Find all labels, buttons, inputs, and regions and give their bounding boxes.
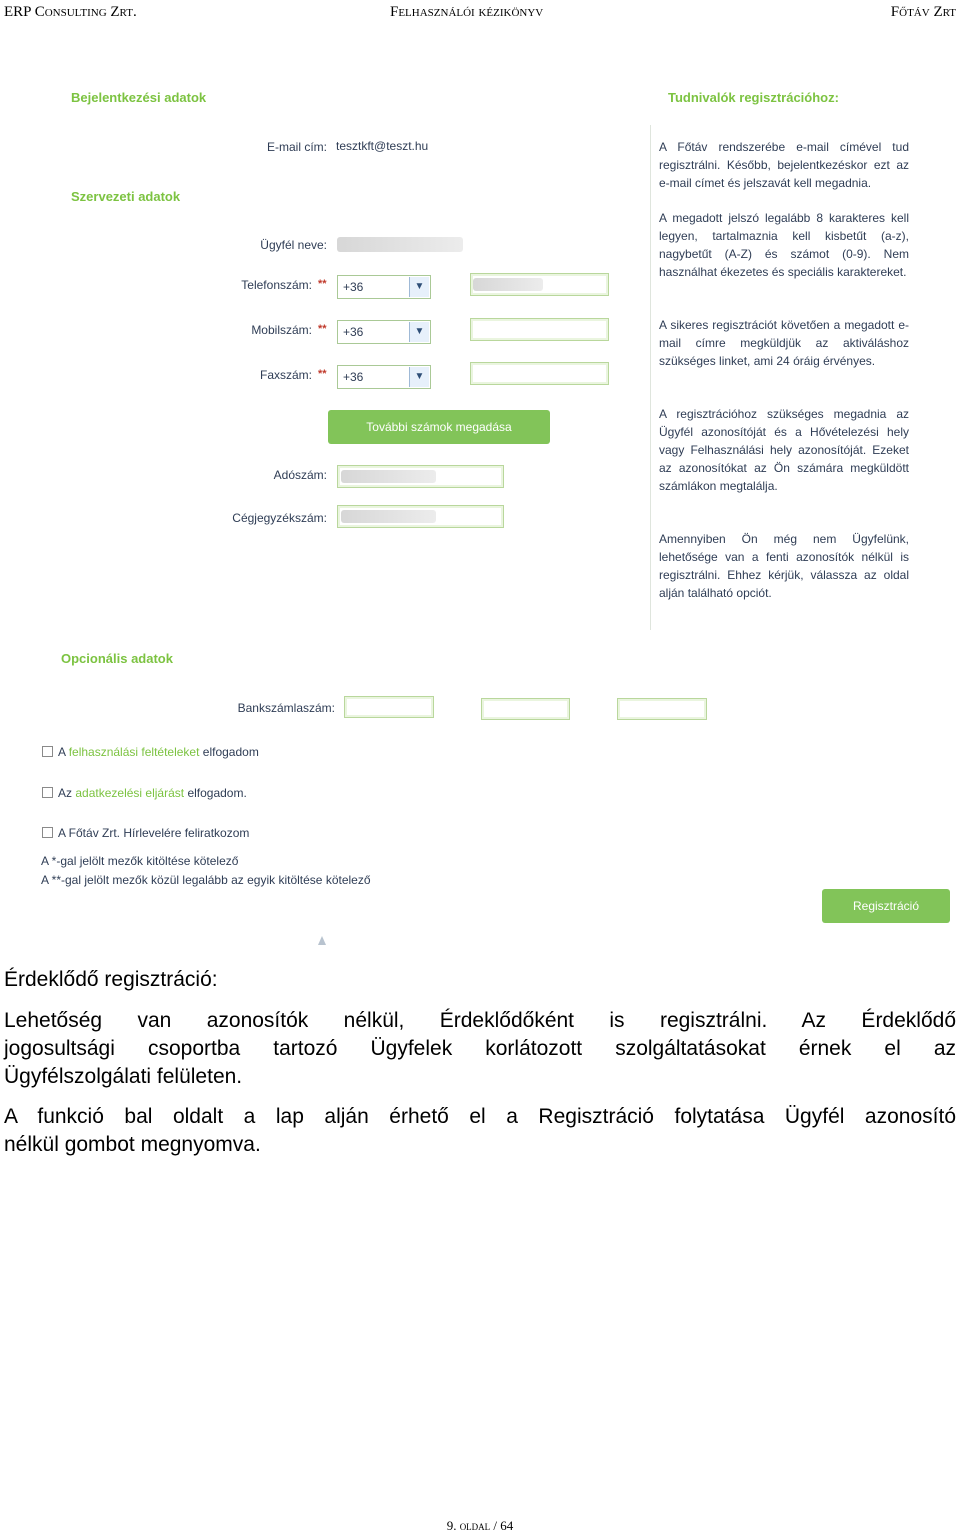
info-paragraph-2: A megadott jelszó legalább 8 karakteres kell legyen, tartalmaznia kell kisbetűt (a-z), nagybetűt (A-Z) és számot (0-9). Nem használhat ékezetes és speciális karaktereket. — [659, 211, 909, 279]
newsletter-checkbox-label: A Főtáv Zrt. Hírlevelére feliratkozom — [58, 826, 250, 840]
chevron-down-icon: ▼ — [409, 277, 429, 297]
mobile-required-mark: ** — [318, 323, 327, 335]
page-number: 9. oldal / 64 — [446, 1518, 514, 1533]
info-title: Tudnivalók regisztrációhoz: — [668, 90, 839, 105]
phone-label: Telefonszám: — [241, 278, 312, 292]
fax-number-field[interactable] — [470, 362, 609, 385]
register-button[interactable]: Regisztráció — [822, 889, 950, 923]
phone-country-value: +36 — [343, 280, 364, 294]
email-label: E-mail cím: — [267, 140, 327, 154]
section-heading: Érdeklődő regisztráció: — [4, 968, 218, 991]
email-value: tesztkft@teszt.hu — [336, 139, 429, 153]
paragraph-2-line-1: A funkció bal oldalt a lap alján érhető el a Regisztráció folytatása Ügyfél azonosító — [4, 1105, 956, 1128]
bank-account-field-3[interactable] — [617, 698, 707, 720]
bank-account-field-2[interactable] — [481, 698, 570, 720]
paragraph-1-line-2: jogosultsági csoportba tartozó Ügyfelek korlátozott szolgáltatásokat érnek el az — [4, 1037, 956, 1060]
info-paragraph-5: Amennyiben Ön még nem Ügyfelünk, lehetősége van a fenti azonosítók nélkül is regisztrálni. Ehhez kérjük, válassza az oldal alján található opciót. — [659, 532, 909, 600]
terms-checkbox[interactable] — [42, 746, 53, 757]
paragraph-1-line-1: Lehetőség van azonosítók nélkül, Érdeklődőként is regisztrálni. Az Érdeklődő — [4, 1009, 956, 1032]
required-note-1: A *-gal jelölt mezők kitöltése kötelező — [41, 854, 239, 868]
chevron-down-icon: ▼ — [409, 367, 429, 387]
bank-account-field-1[interactable] — [344, 696, 434, 718]
chevron-down-icon: ▼ — [409, 322, 429, 342]
newsletter-checkbox[interactable] — [42, 827, 53, 838]
phone-number-field[interactable] — [470, 273, 609, 296]
section-optional-title: Opcionális adatok — [61, 651, 173, 666]
mobile-label: Mobilszám: — [251, 323, 312, 337]
terms-link[interactable]: felhasználási feltételeket — [68, 745, 200, 759]
phone-country-select[interactable] — [337, 275, 431, 299]
mobile-number-field[interactable] — [470, 318, 609, 341]
fax-country-select[interactable] — [337, 365, 431, 389]
paragraph-1-line-3: Ügyfélszolgálati felületen. — [4, 1065, 243, 1088]
phone-number-value — [473, 278, 543, 291]
company-reg-field[interactable] — [337, 505, 504, 528]
header-center: Felhasználói kézikönyv — [390, 4, 544, 20]
more-numbers-button[interactable]: További számok megadása — [328, 410, 550, 444]
tax-number-value — [341, 470, 436, 483]
mobile-country-value: +36 — [343, 325, 364, 339]
tax-number-label: Adószám: — [273, 468, 327, 482]
bank-account-label: Bankszámlaszám: — [237, 701, 335, 715]
mobile-country-select[interactable] — [337, 320, 431, 344]
fax-label: Faxszám: — [259, 368, 312, 382]
client-name-value — [337, 237, 463, 252]
info-paragraph-1: A Főtáv rendszerébe e-mail címével tud regisztrálni. Később, bejelentkezéskor ezt az e-mail címet és jelszavát kell megadnia. — [659, 140, 909, 190]
fax-country-value: +36 — [343, 370, 364, 384]
company-reg-value — [341, 510, 436, 523]
section-org-title: Szervezeti adatok — [71, 189, 181, 204]
info-paragraph-4: A regisztrációhoz szükséges megadnia az Ügyfél azonosítóját és a Hővételezési hely vagy Felhasználási hely azonosítóját. Ezeket az azonosítókat az Ön számára megküldött számlákon megtalálja. — [659, 407, 909, 493]
client-name-label: Ügyfél neve: — [260, 238, 327, 252]
header-left: ERP Consulting Zrt. — [4, 4, 137, 20]
privacy-checkbox[interactable] — [42, 787, 53, 798]
privacy-checkbox-label: Az adatkezelési eljárást elfogadom. — [58, 786, 247, 800]
header-right: Főtáv Zrt — [890, 4, 956, 20]
info-paragraph-3: A sikeres regisztrációt követően a megadott e-mail címre megküldjük az aktiváláshoz szükséges linket, ami 24 óráig érvényes. — [659, 318, 909, 368]
tax-number-field[interactable] — [337, 465, 504, 488]
privacy-link[interactable]: adatkezelési eljárást — [75, 786, 185, 800]
info-divider — [650, 125, 651, 630]
company-reg-label: Cégjegyzékszám: — [232, 511, 327, 525]
terms-checkbox-label: A felhasználási feltételeket elfogadom — [58, 745, 259, 759]
phone-required-mark: ** — [318, 278, 327, 290]
section-login-title: Bejelentkezési adatok — [71, 90, 207, 105]
paragraph-2-line-2: nélkül gombot megnyomva. — [4, 1133, 261, 1156]
required-note-2: A **-gal jelölt mezők közül legalább az egyik kitöltése kötelező — [41, 873, 371, 887]
fax-required-mark: ** — [318, 368, 327, 380]
cursor-icon — [318, 936, 326, 945]
